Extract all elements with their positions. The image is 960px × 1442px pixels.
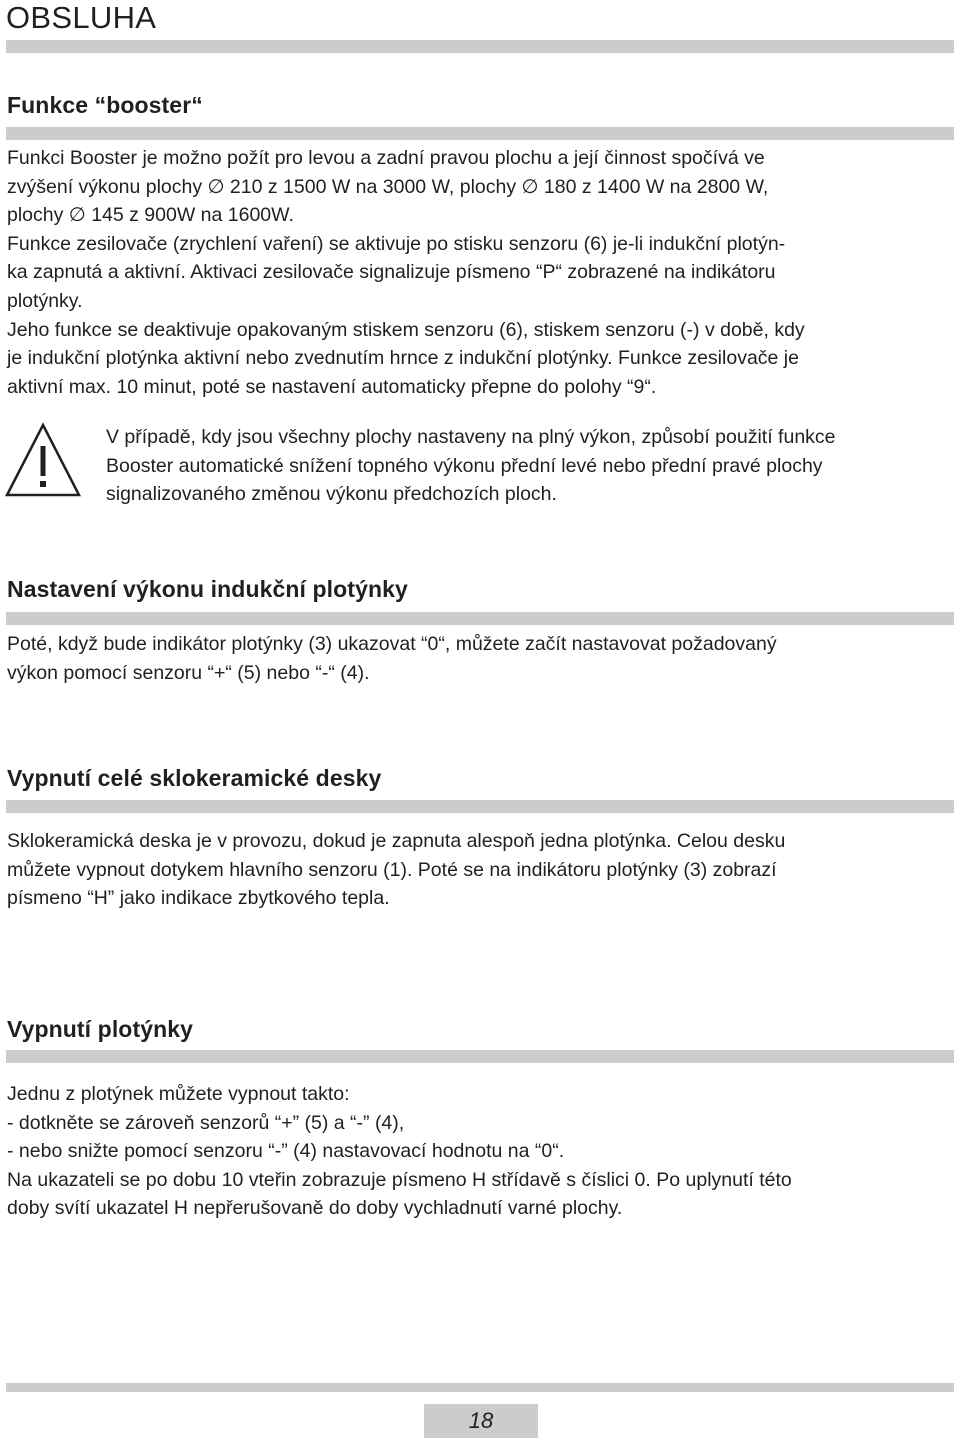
text-line: signalizovaného změnou výkonu předchozích ploch. — [106, 483, 557, 506]
page-title: OBSLUHA — [6, 0, 157, 35]
section-divider — [6, 612, 954, 625]
text-line: Funkce zesilovače (zrychlení vaření) se aktivuje po stisku senzoru (6) je-li indukční plotýn- — [7, 232, 786, 255]
warning-icon — [4, 422, 82, 498]
power-paragraph — [7, 630, 955, 687]
section-divider — [6, 127, 954, 140]
switch-off-all-heading: Vypnutí celé sklokeramické desky — [7, 765, 382, 791]
text-line: je indukční plotýnka aktivní nebo zvednutím hrnce z indukční plotýnky. Funkce zesilovače je — [7, 347, 799, 370]
switch-off-zone-paragraph — [7, 1080, 955, 1223]
section-divider — [6, 1050, 954, 1063]
warning-text — [106, 423, 956, 509]
text-line: Poté, když bude indikátor plotýnky (3) ukazovat “0“, můžete začít nastavovat požadovaný — [7, 633, 777, 655]
text-line: můžete vypnout dotykem hlavního senzoru (1). Poté se na indikátoru plotýnky (3) zobrazí — [7, 858, 777, 881]
text-line: V případě, kdy jsou všechny plochy nastaveny na plný výkon, způsobí použití funkce — [106, 426, 836, 448]
text-line: ka zapnutá a aktivní. Aktivaci zesilovače signalizuje písmeno “P“ zobrazené na indikátoru — [7, 261, 776, 284]
text-line: Funkci Booster je možno požít pro levou a zadní pravou plochu a její činnost spočívá ve — [7, 147, 765, 169]
text-line: aktivní max. 10 minut, poté se nastavení automaticky přepne do polohy “9“. — [7, 375, 657, 398]
power-heading: Nastavení výkonu indukční plotýnky — [7, 576, 408, 602]
text-line: zvýšení výkonu plochy ∅ 210 z 1500 W na 3000 W, plochy ∅ 180 z 1400 W na 2800 W, — [7, 175, 769, 198]
text-line: - nebo snižte pomocí senzoru “-” (4) nastavovací hodnotu na “0“. — [7, 1140, 565, 1163]
section-divider — [6, 40, 954, 53]
text-line: doby svítí ukazatel H nepřerušovaně do doby vychladnutí varné plochy. — [7, 1197, 623, 1220]
text-line: Sklokeramická deska je v provozu, dokud je zapnuta alespoň jedna plotýnka. Celou desku — [7, 830, 786, 852]
text-line: Booster automatické snížení topného výkonu přední levé nebo přední pravé plochy — [106, 454, 823, 477]
footer-divider — [6, 1383, 954, 1392]
booster-paragraph — [7, 144, 955, 401]
text-line: plotýnky. — [7, 289, 83, 312]
text-line: Jeho funkce se deaktivuje opakovaným stiskem senzoru (6), stiskem senzoru (-) v době, kdy — [7, 318, 805, 341]
text-line: Na ukazateli se po dobu 10 vteřin zobrazuje písmeno H střídavě s číslici 0. Po uplynutí této — [7, 1168, 792, 1191]
text-line: - dotkněte se zároveň senzorů “+” (5) a “-” (4), — [7, 1111, 405, 1134]
page-number: 18 — [468, 1408, 494, 1433]
text-line: písmeno “H” jako indikace zbytkového tepla. — [7, 887, 390, 910]
text-line: plochy ∅ 145 z 900W na 1600W. — [7, 204, 294, 227]
text-line: Jednu z plotýnek můžete vypnout takto: — [7, 1083, 350, 1105]
switch-off-zone-heading: Vypnutí plotýnky — [7, 1016, 194, 1042]
switch-off-all-paragraph — [7, 827, 955, 913]
booster-heading: Funkce “booster“ — [7, 92, 203, 118]
text-line: výkon pomocí senzoru “+“ (5) nebo “-“ (4). — [7, 661, 370, 684]
section-divider — [6, 800, 954, 813]
